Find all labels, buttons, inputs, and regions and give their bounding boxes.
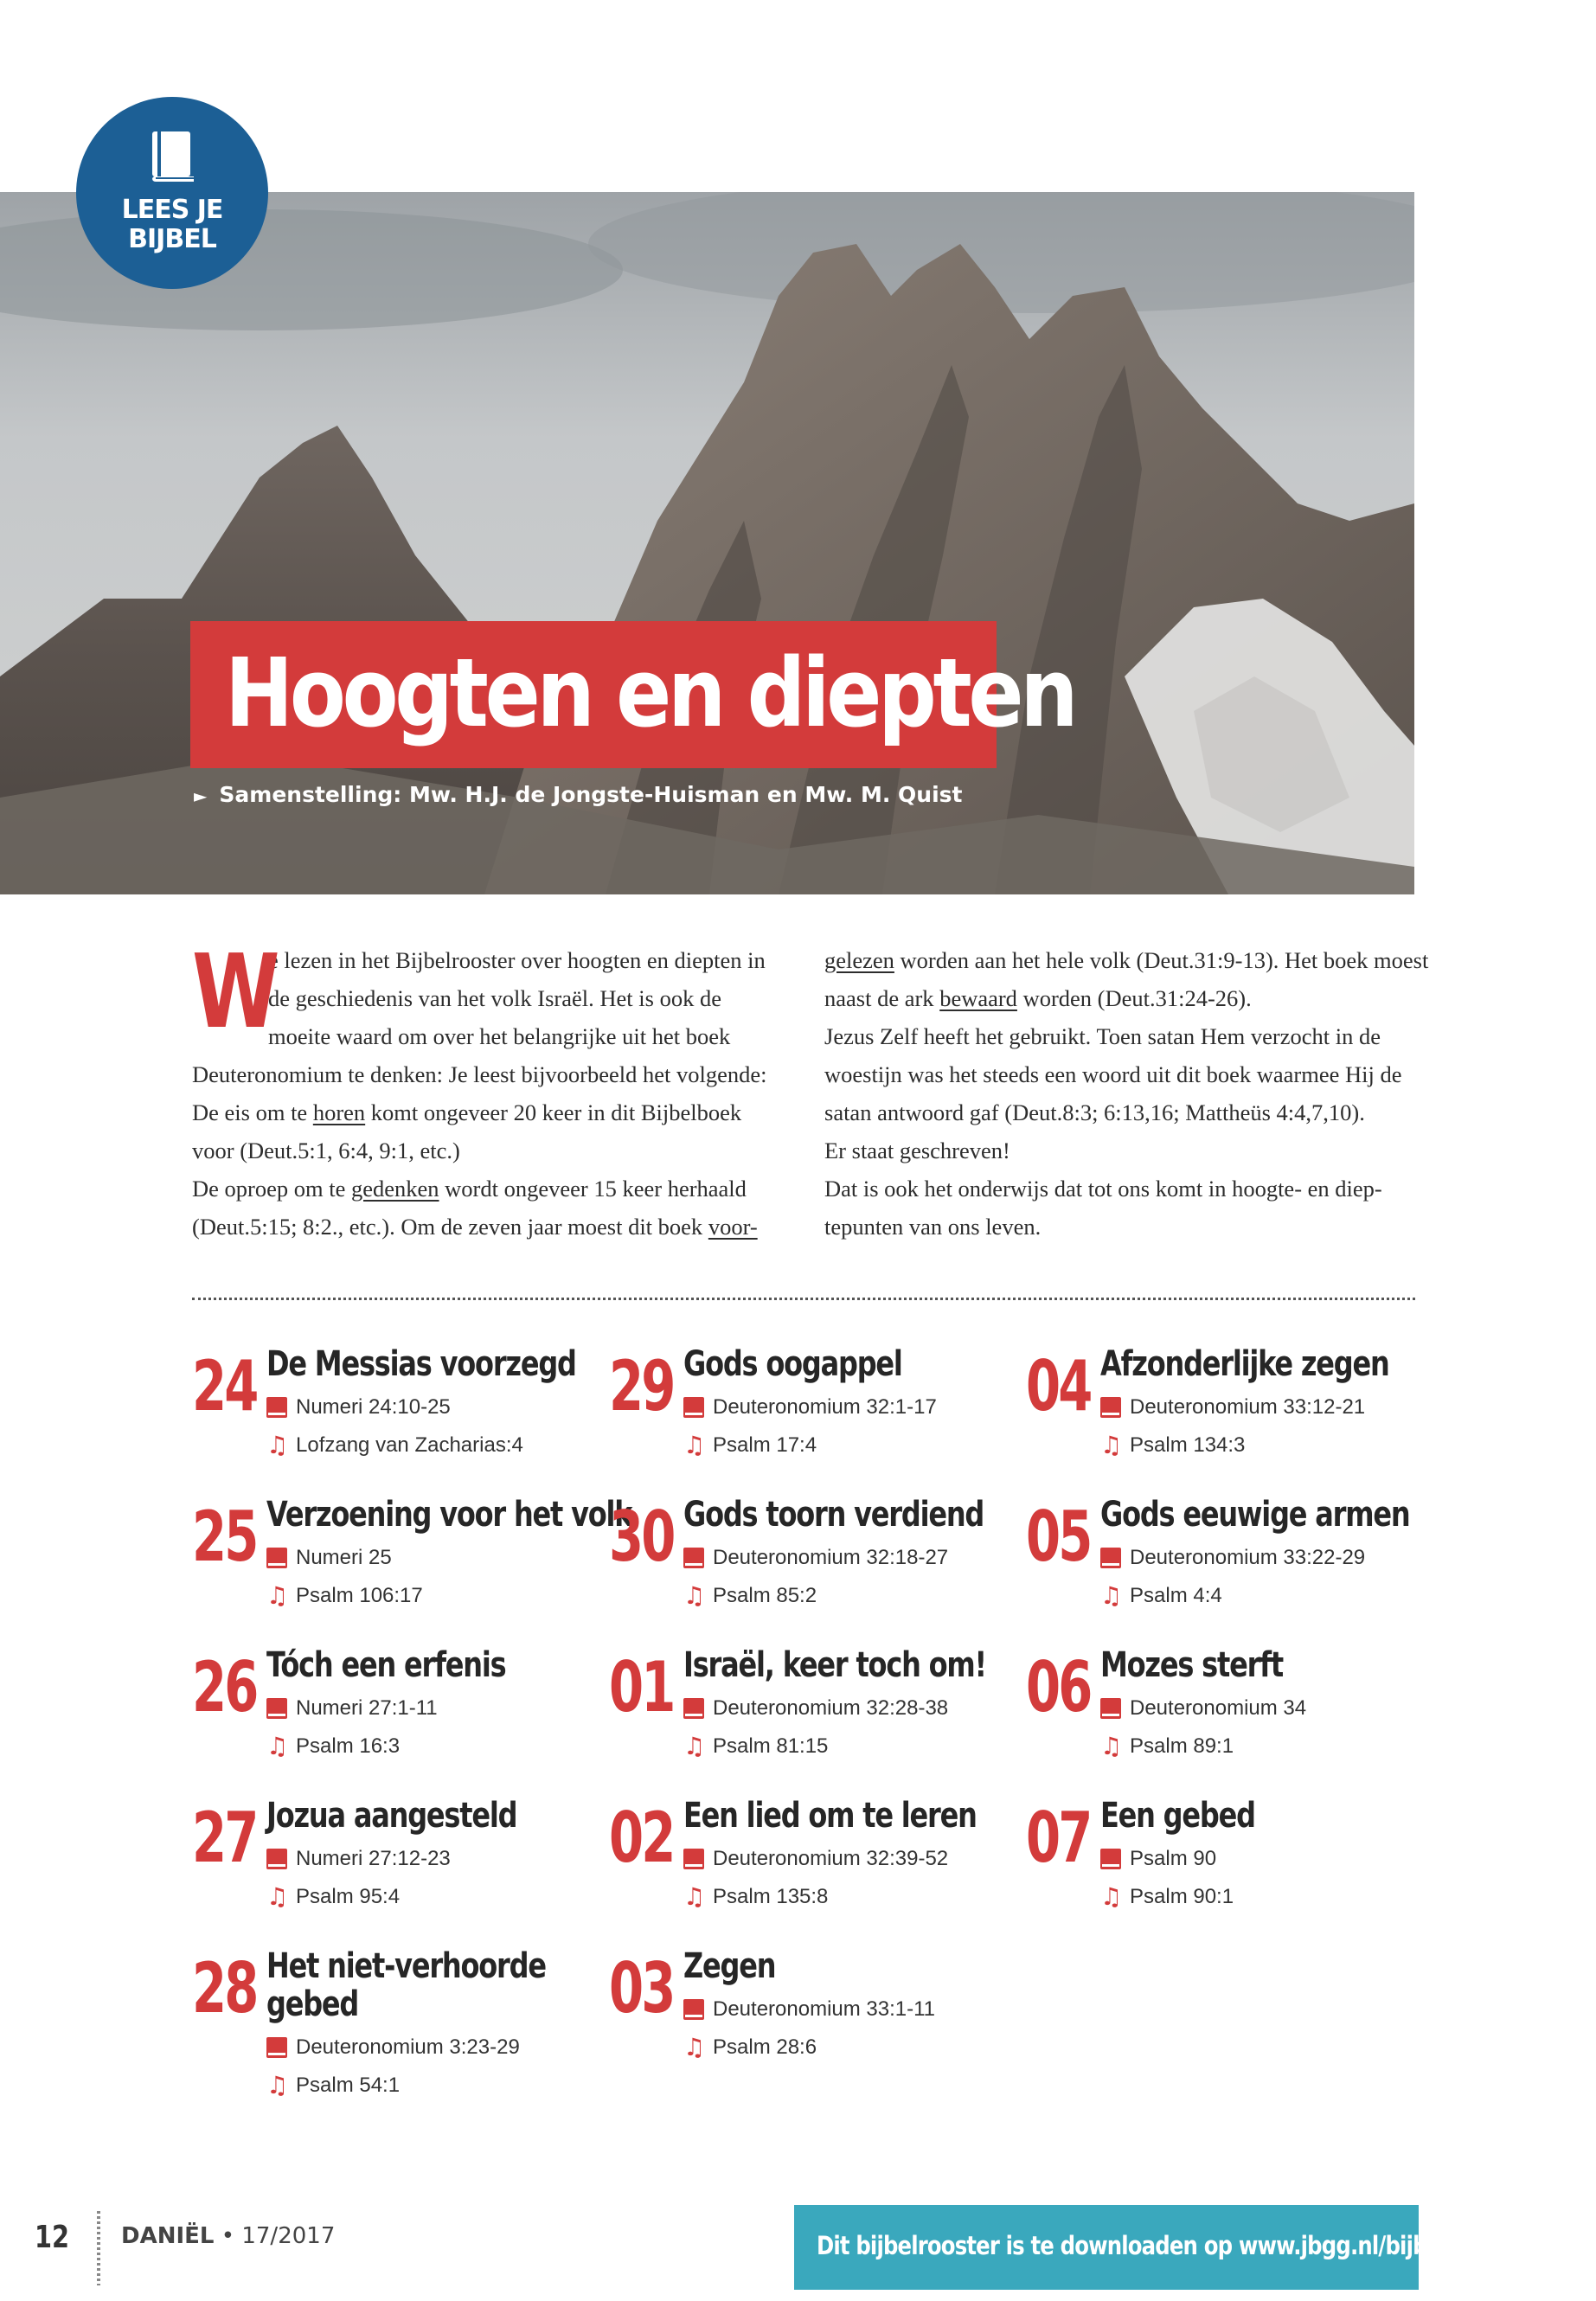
song-text: Psalm 85:2 [713,1584,817,1607]
song-text: Psalm 17:4 [713,1433,817,1457]
reading-ref [266,1388,630,1426]
reading-text: Numeri 27:12-23 [296,1847,451,1870]
song-ref [266,1577,630,1615]
song-ref [1100,1426,1464,1465]
entry-title: Gods eeuwige armen [1100,1495,1410,1535]
book-icon [1100,1397,1121,1418]
drop-cap: W [192,932,280,1051]
reading-text: Deuteronomium 33:1-11 [713,1997,936,2021]
day-number: 30 [609,1497,674,1577]
music-note-icon: ♫ [266,1732,289,1760]
entry-title: Een gebed [1100,1796,1255,1836]
footer-divider [97,2211,100,2285]
reading-ref [683,1840,1047,1878]
song-ref [266,1727,630,1766]
song-ref [266,2067,630,2105]
song-text: Psalm 134:3 [1130,1433,1246,1457]
title-banner [190,621,1075,768]
underlined-word: voor- [708,1214,758,1240]
book-icon [1100,1849,1121,1869]
reading-ref [266,1840,630,1878]
song-text: Psalm 54:1 [296,2073,401,2097]
reading-ref [683,1539,1047,1577]
intro-text: komt ongeveer 20 keer in dit Bijbelboek voor (Deut.5:1, 6:4, 9:1, etc.) [192,1099,742,1163]
underlined-word: bewaard [939,985,1017,1011]
intro-paragraph-5: Er staat geschreven! [824,1138,1010,1163]
music-note-icon: ♫ [266,1581,289,1610]
entry-title: Afzonderlijke zegen [1100,1344,1389,1384]
song-ref [266,1426,630,1465]
book-icon [266,1548,287,1568]
song-ref [683,1577,1047,1615]
entry-title: Tóch een erfenis [266,1645,506,1685]
music-note-icon: ♫ [1100,1882,1123,1911]
book-icon [683,1999,704,2020]
music-note-icon: ♫ [1100,1431,1123,1459]
intro-paragraph-3 [824,941,1430,1017]
song-text: Psalm 135:8 [713,1885,829,1908]
intro-paragraph-6: Dat is ook het onderwijs dat tot ons komt in hoogte- en diep-tepunten van ons leven. [824,1176,1382,1240]
music-note-icon: ♫ [1100,1732,1123,1760]
badge-line-1: LEES JE [121,195,223,225]
book-icon [266,1397,287,1418]
intro-column-2 [824,941,1430,1246]
credit-text: Samenstelling: Mw. H.J. de Jongste-Huisman en Mw. M. Quist [219,782,963,807]
reading-text: Numeri 24:10-25 [296,1395,451,1419]
reading-ref [683,1689,1047,1727]
song-ref [683,1727,1047,1766]
song-text: Psalm 28:6 [713,2035,817,2059]
book-icon [683,1849,704,1869]
entry-title: Verzoening voor het volk [266,1495,632,1535]
reading-ref [1100,1388,1464,1426]
music-note-icon: ♫ [1100,1581,1123,1610]
book-icon [683,1698,704,1719]
day-number: 03 [609,1948,674,2029]
entry-title: Israël, keer toch om! [683,1645,986,1685]
reading-text: Deuteronomium 32:1-17 [713,1395,937,1419]
music-note-icon: ♫ [683,2033,706,2061]
entry-title: Zegen [683,1946,776,1986]
entry-title-line-2: gebed [266,1984,359,2024]
reading-ref [1100,1840,1464,1878]
download-banner[interactable] [794,2205,1534,2290]
reading-text: Deuteronomium 33:12-21 [1130,1395,1366,1419]
entry-title: Mozes sterft [1100,1645,1283,1685]
day-number: 26 [192,1647,257,1727]
book-icon [149,130,197,183]
music-note-icon: ♫ [266,2071,289,2099]
lees-je-bijbel-badge [76,97,268,289]
day-number: 06 [1026,1647,1091,1727]
day-number: 07 [1026,1798,1091,1878]
song-ref [683,2029,1047,2067]
reading-ref [1100,1689,1464,1727]
reading-ref [683,1388,1047,1426]
magazine-name: DANIËL [121,2223,215,2249]
day-number: 05 [1026,1497,1091,1577]
entry-title: Jozua aangesteld [266,1796,517,1836]
entry-title: Gods oogappel [683,1344,902,1384]
book-icon [1100,1548,1121,1568]
reading-ref [266,1689,630,1727]
book-icon [1100,1698,1121,1719]
reading-text: Deuteronomium 32:39-52 [713,1847,949,1870]
music-note-icon: ♫ [266,1882,289,1911]
intro-paragraph-2 [192,1170,780,1246]
music-note-icon: ♫ [683,1882,706,1911]
song-ref [1100,1577,1464,1615]
entry-title: Gods toorn verdiend [683,1495,984,1535]
reading-text: Psalm 90 [1130,1847,1217,1870]
day-number: 29 [609,1346,674,1426]
song-ref [683,1426,1047,1465]
day-number: 04 [1026,1346,1091,1426]
entry-title [266,1946,546,2024]
entry-title: De Messias voorzegd [266,1344,576,1384]
download-link-text[interactable]: Dit bijbelrooster is te downloaden op www.jbgg.nl/bijbelrooster. [817,2231,1534,2260]
song-text: Psalm 16:3 [296,1734,401,1758]
book-icon [266,1698,287,1719]
intro-paragraph-1 [192,932,780,1170]
song-text: Psalm 89:1 [1130,1734,1234,1758]
reading-text: Numeri 27:1-11 [296,1696,438,1720]
reading-ref [1100,1539,1464,1577]
song-ref [1100,1878,1464,1916]
reading-text: Deuteronomium 33:22-29 [1130,1546,1366,1569]
song-ref [266,1878,630,1916]
page-title: Hoogten en diepten [225,638,1075,748]
book-icon [683,1548,704,1568]
intro-text: De oproep om te [192,1176,351,1202]
intro-text: worden (Deut.31:24-26). [1016,985,1252,1011]
day-number: 02 [609,1798,674,1878]
song-ref [683,1878,1047,1916]
song-text: Psalm 90:1 [1130,1885,1234,1908]
music-note-icon: ♫ [683,1581,706,1610]
badge-line-2: BIJBEL [128,224,216,254]
song-text: Psalm 106:17 [296,1584,423,1607]
song-text: Psalm 95:4 [296,1885,401,1908]
reading-text: Deuteronomium 34 [1130,1696,1307,1720]
reading-ref [266,1539,630,1577]
credit-line [194,782,963,807]
entry-title-line-1: Het niet-verhoorde [266,1946,546,1986]
reading-text: Numeri 25 [296,1546,392,1569]
song-text: Lofzang van Zacharias:4 [296,1433,523,1457]
underlined-word: gedenken [350,1176,439,1202]
intro-text: e lezen in het Bijbelrooster over hoogten en diepten in de geschiedenis van het volk Israël. Het is ook de moeite waard om over het belangrijke uit het boek Deuteronomium te denken: Je leest bijvoorbeeld het volgende: De eis om te [192,947,767,1125]
page-number: 12 [35,2220,70,2255]
reading-text: Deuteronomium 3:23-29 [296,2035,520,2059]
magazine-issue: DANIËL • 17/2017 [121,2223,336,2249]
song-text: Psalm 81:15 [713,1734,829,1758]
intro-column-1 [192,932,780,1246]
day-number: 24 [192,1346,257,1426]
reading-text: Deuteronomium 32:28-38 [713,1696,949,1720]
intro-text: wordt ongeveer 15 keer herhaald (Deut.5:15; 8:2., etc.). Om de zeven jaar moest dit boek [192,1176,747,1240]
issue-number: 17/2017 [241,2223,336,2249]
intro-text: worden aan het hele volk (Deut.31:9-13). Het boek moest naast de ark [824,947,1429,1011]
music-note-icon: ♫ [683,1431,706,1459]
underlined-word: gelezen [824,947,894,973]
book-icon [683,1397,704,1418]
intro-paragraph-4: Jezus Zelf heeft het gebruikt. Toen satan Hem verzocht in de woestijn was het steeds een woord uit dit boek waarmee Hij de satan antwoord gaf (Deut.8:3; 6:13,16; Mattheüs 4:4,7,10). [824,1023,1402,1125]
entry-title: Een lied om te leren [683,1796,977,1836]
day-number: 27 [192,1798,257,1878]
music-note-icon: ♫ [683,1732,706,1760]
song-text: Psalm 4:4 [1130,1584,1222,1607]
reading-ref [683,1990,1047,2029]
underlined-word: horen [312,1099,366,1125]
play-arrow-icon: ► [194,785,208,806]
day-number: 01 [609,1647,674,1727]
day-number: 28 [192,1948,257,2029]
reading-text: Deuteronomium 32:18-27 [713,1546,949,1569]
dotted-divider [192,1298,1415,1300]
book-icon [266,1849,287,1869]
music-note-icon: ♫ [266,1431,289,1459]
reading-ref [266,2029,630,2067]
day-number: 25 [192,1497,257,1577]
song-ref [1100,1727,1464,1766]
book-icon [266,2037,287,2058]
